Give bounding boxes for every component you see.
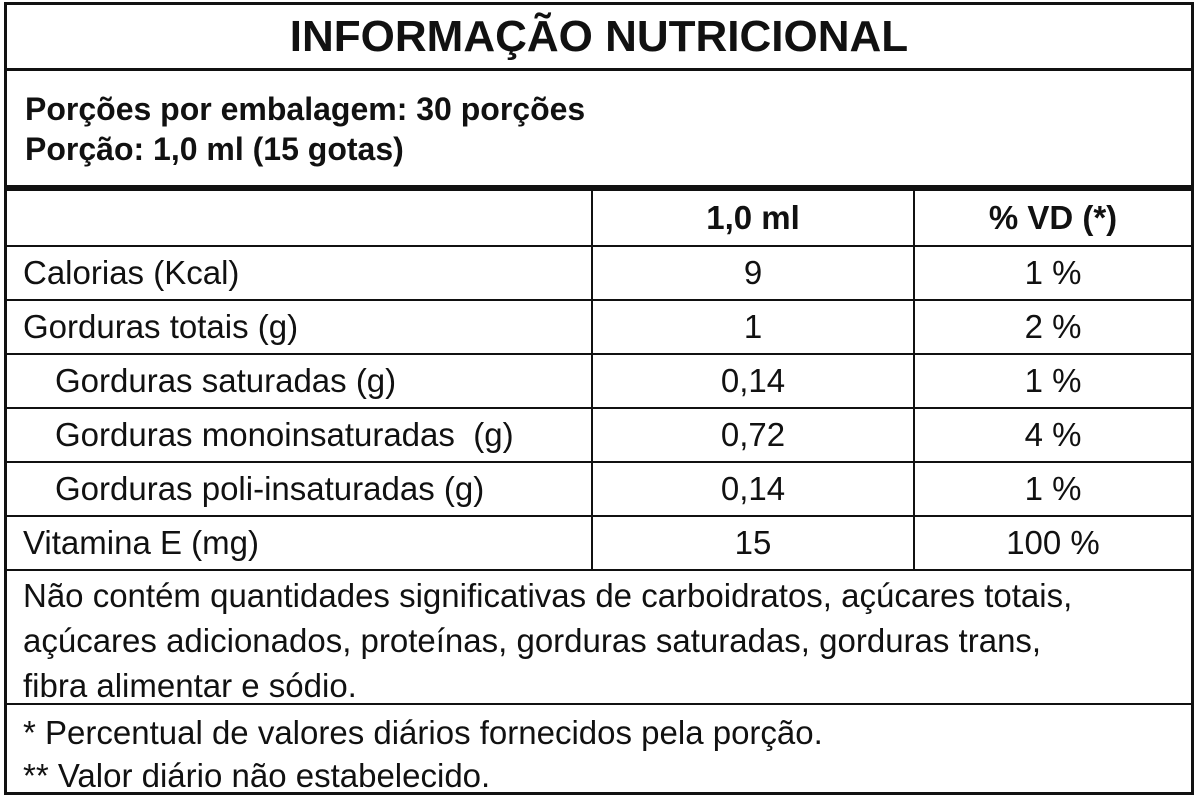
note-line: fibra alimentar e sódio. xyxy=(23,667,357,704)
nutrient-daily-value: 1 % xyxy=(913,463,1191,515)
table-row xyxy=(7,409,1191,463)
nutrient-label: Vitamina E (mg) xyxy=(23,524,259,561)
nutrition-table xyxy=(7,191,1191,571)
note-line: açúcares adicionados, proteínas, gorduras saturadas, gorduras trans, xyxy=(23,622,1042,659)
nutrient-daily-value: 4 % xyxy=(913,409,1191,461)
nutrient-label: Gorduras totais (g) xyxy=(23,308,299,345)
nutrient-amount: 15 xyxy=(591,517,913,569)
nutrient-label: Gorduras monoinsaturadas (g) xyxy=(55,416,514,453)
nutrient-amount: 0,14 xyxy=(591,355,913,407)
footnote-not-established: ** Valor diário não estabelecido. xyxy=(23,757,491,794)
nutrient-daily-value: 100 % xyxy=(913,517,1191,569)
footnotes xyxy=(7,705,1191,797)
header-nutrient xyxy=(7,191,591,245)
nutrient-amount: 9 xyxy=(591,247,913,299)
nutrient-amount: 1 xyxy=(591,301,913,353)
nutrient-label: Gorduras saturadas (g) xyxy=(55,362,397,399)
table-row xyxy=(7,301,1191,355)
servings-per-package: Porções por embalagem: 30 porções xyxy=(25,91,586,127)
serving-info xyxy=(7,71,1191,191)
nutrition-facts-label xyxy=(4,2,1194,795)
nutrition-notes xyxy=(7,565,1191,705)
note-line: Não contém quantidades significativas de carboidratos, açúcares totais, xyxy=(23,577,1073,614)
table-row xyxy=(7,463,1191,517)
header-amount: 1,0 ml xyxy=(591,191,913,245)
nutrient-daily-value: 2 % xyxy=(913,301,1191,353)
nutrient-amount: 0,72 xyxy=(591,409,913,461)
nutrient-daily-value: 1 % xyxy=(913,247,1191,299)
table-row xyxy=(7,517,1191,571)
header-daily-value: % VD (*) xyxy=(913,191,1191,245)
nutrient-daily-value: 1 % xyxy=(913,355,1191,407)
nutrient-label: Gorduras poli-insaturadas (g) xyxy=(55,470,485,507)
nutrient-label: Calorias (Kcal) xyxy=(23,254,240,291)
table-header-row xyxy=(7,191,1191,247)
table-row xyxy=(7,247,1191,301)
nutrient-amount: 0,14 xyxy=(591,463,913,515)
table-row xyxy=(7,355,1191,409)
footnote-daily-value: * Percentual de valores diários fornecidos pela porção. xyxy=(23,714,823,751)
serving-size: Porção: 1,0 ml (15 gotas) xyxy=(25,131,404,167)
label-title: INFORMAÇÃO NUTRICIONAL xyxy=(7,5,1191,71)
